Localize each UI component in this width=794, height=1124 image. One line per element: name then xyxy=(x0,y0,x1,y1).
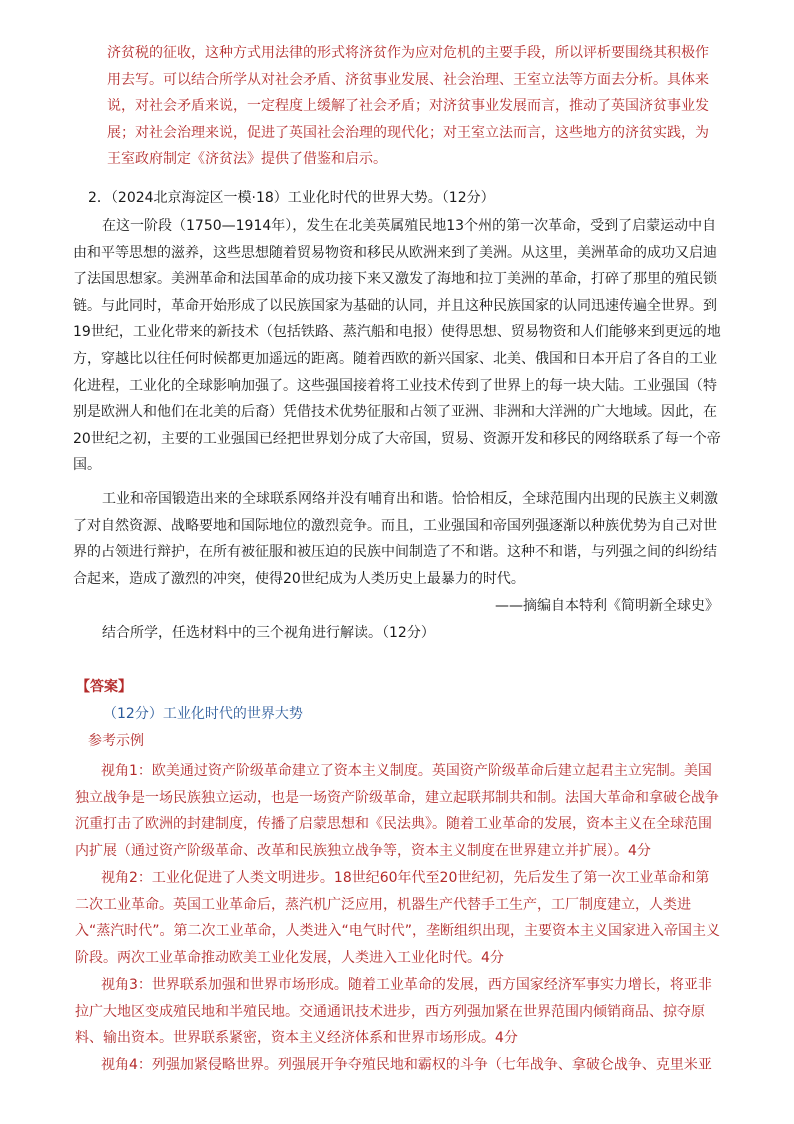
answer-view-2: 视角2：工业化促进了人类文明进步。18世纪60年代至20世纪初，先后发生了第一次工业革命和第二次工业革命。英国工业革命后，蒸汽机广泛应用，机器生产代替手工生产，工厂制度建立，人类进入“蒸汽时代”。第二次工业革命，人类进入“电气时代”，垄断组织出现，主要资本主义国家进入帝国主义阶段。两次工业革命推动欧美工业化发展，人类进入工业化时代。4分 xyxy=(75,870,721,966)
question-title: 2．（2024北京海淀区一模·18）工业化时代的世界大势。（12分） xyxy=(88,190,495,206)
answer-reference-label: 参考示例 xyxy=(88,733,144,749)
answer-label: 【答案】 xyxy=(76,679,132,695)
material-paragraph-2: 工业和帝国锻造出来的全球联系网络并没有哺育出和谐。恰恰相反，全球范围内出现的民族主义刺激了对自然资源、战略要地和国际地位的激烈竞争。而且，工业强国和帝国列强逐渐以种族优势为自己对世界的占领进行辩护，在所有被征服和被压迫的民族中间制造了不和谐。这种不和谐，与列强之间的纠纷结合起来，造成了激烈的冲突，使得20世纪成为人类历史上最暴力的时代。 xyxy=(73,491,718,587)
answer-title: （12分）工业化时代的世界大势 xyxy=(103,706,303,722)
answer-view-1: 视角1：欧美通过资产阶级革命建立了资本主义制度。英国资产阶级革命后建立起君主立宪制。美国独立战争是一场民族独立运动，也是一场资产阶级革命，建立起联邦制共和制。法国大革命和拿破仑战争沉重打击了欧洲的封建制度，传播了启蒙思想和《民法典》。随着工业革命的发展，资本主义在全球范围内扩展（通过资产阶级革命、改革和民族独立战争等，资本主义制度在世界建立并扩展）。4分 xyxy=(75,763,719,859)
answer-view-3: 视角3：世界联系加强和世界市场形成。随着工业革命的发展，西方国家经济军事实力增长，将亚非拉广大地区变成殖民地和半殖民地。交通通讯技术进步，西方列强加紧在世界范围内倾销商品、掠夺原料、输出资本。世界联系紧密，资本主义经济体系和世界市场形成。4分 xyxy=(75,977,712,1047)
question-prompt: 结合所学，任选材料中的三个视角进行解读。（12分） xyxy=(102,625,435,641)
material-source: ——摘编自本特利《简明新全球史》 xyxy=(495,598,719,614)
material-paragraph-1: 在这一阶段（1750—1914年），发生在北美英属殖民地13个州的第一次革命，受到了启蒙运动中自由和平等思想的滋养，这些思想随着贸易物资和移民从欧洲来到了美洲。从这里，美洲革命的成功又启迪了法国思想家。美洲革命和法国革命的成功接下来又激发了海地和拉丁美洲的革命，打碎了那里的殖民锁链。与此同时，革命开始形成了以民族国家为基础的认同，并且这种民族国家的认同迅速传遍全世界。到19世纪，工业化带来的新技术（包括铁路、蒸汽船和电报）使得思想、贸易物资和人们能够来到更远的地方，穿越比以往任何时候都更加遥远的距离。随着西欧的新兴国家、北美、俄国和日本开启了各自的工业化进程，工业化的全球影响加强了。这些强国接着将工业技术传到了世界上的每一块大陆。工业强国（特别是欧洲人和他们在北美的后裔）凭借技术优势征服和占领了亚洲、非洲和大洋洲的广大地域。因此，在20世纪之初，主要的工业强国已经把世界划分成了大帝国，贸易、资源开发和移民的网络联系了每一个帝国。 xyxy=(73,218,721,474)
previous-answer-continuation: 济贫税的征收，这种方式用法律的形式将济贫作为应对危机的主要手段，所以评析要围绕其积极作用去写。可以结合所学从对社会矛盾、济贫事业发展、社会治理、王室立法等方面去分析。具体来说，对社会矛盾来说，一定程度上缓解了社会矛盾；对济贫事业发展而言，推动了英国济贫事业发展；对社会治理来说，促进了英国社会治理的现代化；对王室立法而言，这些地方的济贫实践，为王室政府制定《济贫法》提供了借鉴和启示。 xyxy=(107,45,709,168)
answer-view-4: 视角4：列强加紧侵略世界。列强展开争夺殖民地和霸权的斗争（七年战争、拿破仑战争、克里米亚 xyxy=(101,1057,712,1073)
